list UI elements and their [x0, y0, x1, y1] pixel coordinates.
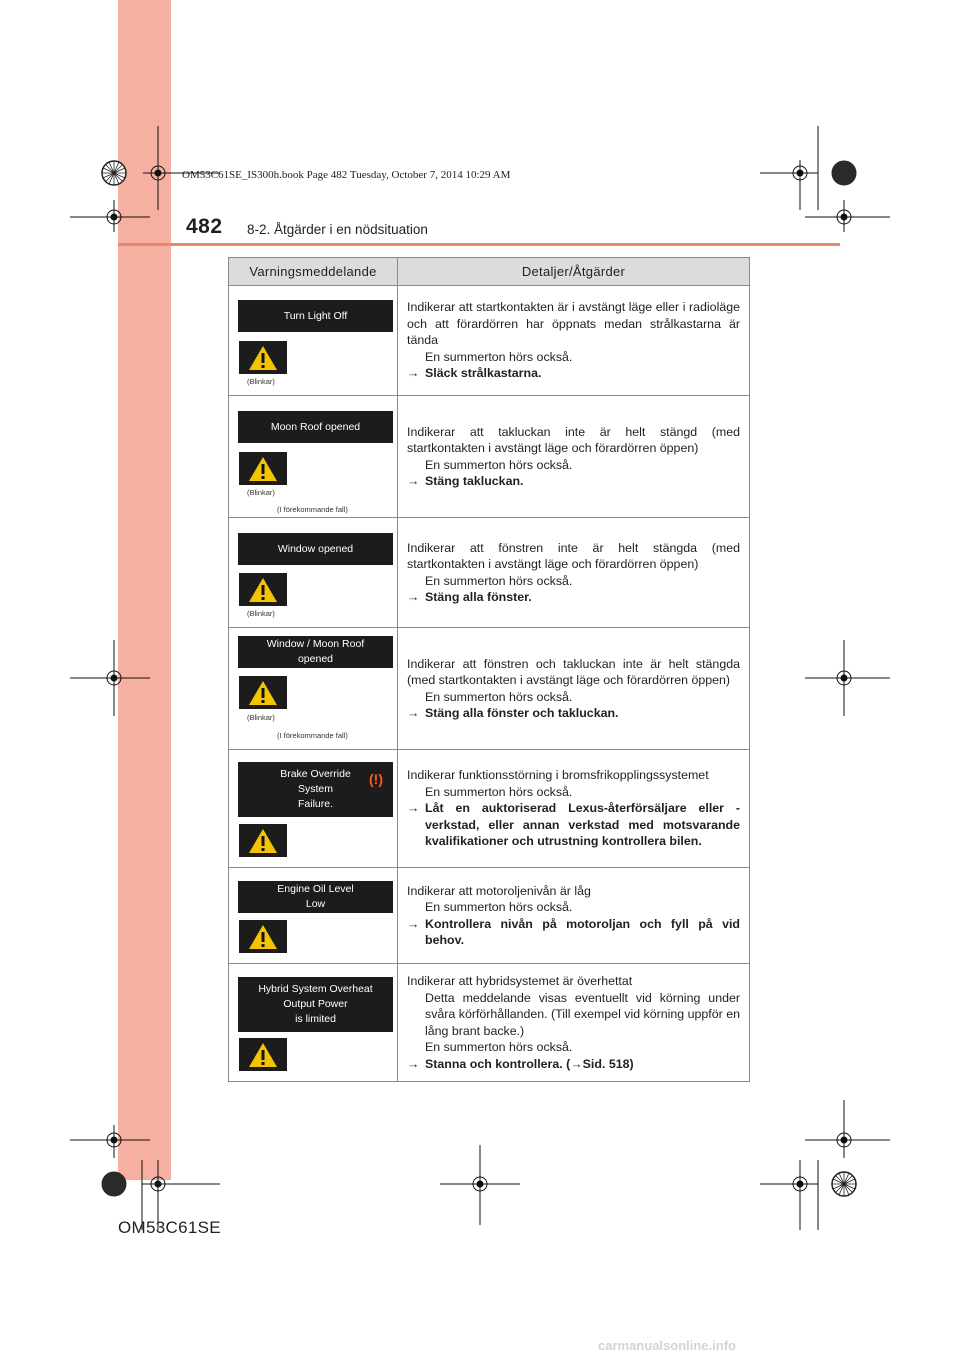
blinking-note: (Blinkar) [247, 609, 275, 618]
crosshair-mark-8 [805, 1100, 890, 1158]
description-text: Indikerar att hybridsystemet är överhettat [407, 974, 633, 988]
brake-warning-icon: (!) [369, 771, 383, 787]
availability-note: (I förekommande fall) [277, 505, 348, 514]
sunburst-mark-bottom-right [832, 1172, 856, 1196]
warning-icon [239, 573, 287, 606]
description-text: Indikerar att startkontakten är i avstängt läge eller i radioläge och att förardörren har öppnats medan strålkastarna är tända [407, 300, 740, 348]
display-message: Brake Override System Failure. (!) [238, 762, 393, 817]
description-text: Indikerar att fönstren och takluckan inte är helt stängda (med startkontakten i avstängt läge och förardörren öppen) [407, 656, 740, 687]
arrow-icon: → [407, 590, 420, 604]
note-text: En summerton hörs också. [425, 689, 573, 704]
description-text: Indikerar att motoroljenivån är låg [407, 883, 591, 898]
table-header-row [229, 258, 750, 286]
note-text: En summerton hörs också. [425, 573, 573, 588]
warning-icon [239, 341, 287, 374]
crosshair-mark-6 [805, 640, 890, 716]
column-header-details: Detaljer/Åtgärder [398, 258, 750, 286]
details-cell [398, 628, 750, 750]
warning-icon [239, 452, 287, 485]
watermark: carmanualsonline.info [598, 1338, 736, 1353]
book-info: OM53C61SE_IS300h.book Page 482 Tuesday, October 7, 2014 10:29 AM [182, 169, 511, 181]
action-text: → Stanna och kontrollera. (→Sid. 518) [407, 1056, 634, 1071]
blinking-note: (Blinkar) [247, 488, 275, 497]
blinking-note: (Blinkar) [247, 377, 275, 386]
details-cell [398, 518, 750, 628]
details-cell [398, 396, 750, 518]
details-cell [398, 868, 750, 964]
warning-table [228, 257, 750, 1082]
crosshair-mark-3 [760, 126, 818, 210]
blinking-note: (Blinkar) [247, 713, 275, 722]
details-cell [398, 750, 750, 868]
display-message: Engine Oil Level Low [238, 881, 393, 913]
display-message: Turn Light Off [238, 300, 393, 332]
action-text: → Låt en auktoriserad Lexus-återförsäljare eller -verkstad, eller annan verkstad med motsvarande kvalifikationer och utrustning kontrollera bilen. [407, 801, 740, 849]
chapter-tab [118, 0, 171, 1180]
table-row [229, 964, 750, 1082]
manual-code: OM53C61SE [118, 1218, 221, 1237]
warning-icon [239, 676, 287, 709]
action-text: → Kontrollera nivån på motoroljan och fyll på vid behov. [407, 916, 740, 947]
column-header-message: Varningsmeddelande [229, 258, 398, 286]
display-message: Window opened [238, 533, 393, 565]
note-text: En summerton hörs också. [425, 900, 573, 914]
display-cell [229, 518, 398, 628]
dark-circle-mark-top-right [832, 161, 856, 185]
details-cell [398, 286, 750, 396]
crosshair-mark-11 [760, 1160, 818, 1230]
action-text: → Stäng alla fönster. [407, 590, 532, 604]
warning-icon [239, 824, 287, 857]
description-text: Indikerar att fönstren inte är helt stängda (med startkontakten i avstängt läge och förardörren öppen) [407, 540, 740, 571]
details-cell [398, 964, 750, 1082]
arrow-icon: → [407, 366, 420, 381]
display-message: Window / Moon Roof opened [238, 636, 393, 668]
action-text: → Stäng alla fönster och takluckan. [407, 706, 619, 720]
crosshair-mark-10 [440, 1145, 520, 1225]
arrow-icon: → [407, 474, 420, 488]
arrow-icon: → [407, 706, 420, 720]
display-cell [229, 286, 398, 396]
display-cell [229, 750, 398, 868]
header-rule [118, 243, 840, 246]
note-text: Detta meddelande visas eventuellt vid körning under svåra körförhållanden. (Till exempel vid körning uppför en lång brant backe.) [425, 990, 740, 1038]
display-cell [229, 964, 398, 1082]
warning-icon [239, 1038, 287, 1071]
arrow-icon: → [407, 916, 420, 931]
action-text: → Släck strålkastarna. [407, 366, 542, 381]
display-message: Hybrid System Overheat Output Power is limited [238, 977, 393, 1032]
table-row [229, 518, 750, 628]
table-row [229, 868, 750, 964]
arrow-icon: → [407, 801, 420, 816]
display-message: Moon Roof opened [238, 411, 393, 443]
display-cell [229, 868, 398, 964]
display-cell [229, 396, 398, 518]
arrow-icon: → [407, 1056, 420, 1071]
table-row [229, 396, 750, 518]
availability-note: (I förekommande fall) [277, 731, 348, 740]
description-text: Indikerar att takluckan inte är helt stängd (med startkontakten i avstängt läge och förardörren öppen) [407, 424, 740, 455]
note-text: En summerton hörs också. [425, 349, 573, 364]
section-title: 8-2. Åtgärder i en nödsituation [247, 222, 428, 237]
description-text: Indikerar funktionsstörning i bromsfrikopplingssystemet [407, 768, 709, 783]
table-row [229, 286, 750, 396]
warning-icon [239, 920, 287, 953]
note-text: En summerton hörs också. [425, 457, 573, 472]
table-row [229, 750, 750, 868]
table-row [229, 628, 750, 750]
action-text: → Stäng takluckan. [407, 474, 524, 488]
page-number: 482 [186, 215, 223, 238]
note-text-2: En summerton hörs också. [425, 1040, 573, 1054]
crosshair-mark-4 [805, 200, 890, 232]
display-cell [229, 628, 398, 750]
note-text: En summerton hörs också. [425, 784, 573, 799]
